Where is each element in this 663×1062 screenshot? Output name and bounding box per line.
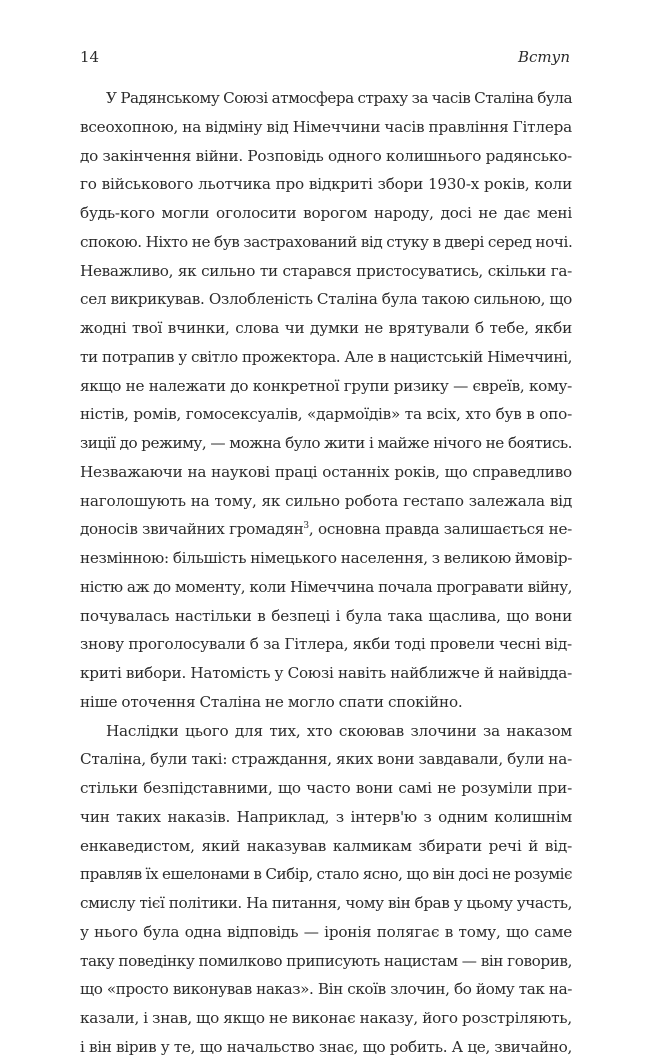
text-line: Сталіна, були такі: страждання, яких вони завдавали, були на-	[80, 750, 572, 769]
text-line: і він вірив у те, що начальство знає, що робить. А це, звичайно,	[80, 1037, 572, 1056]
text-line: Наслідки цього для тих, хто скоював злочини за наказом	[106, 721, 572, 740]
text-line: зиції до режиму, — можна було жити і майже нічого не боятись.	[80, 434, 572, 452]
text-line: У Радянському Союзі атмосфера страху за часів Сталіна була	[106, 89, 572, 107]
section-title: Вступ	[517, 48, 570, 66]
line-text: доносів звичайних громадян	[80, 520, 304, 539]
text-line: наголошують на тому, як сильно робота гестапо залежала від	[80, 491, 572, 510]
text-line-with-footnote	[80, 515, 572, 544]
text-line: у нього була одна відповідь — іронія полягає в тому, що саме	[80, 922, 572, 941]
text-line: стільки безпідставними, що часто вони самі не розуміли при-	[80, 779, 572, 797]
text-line: ніше оточення Сталіна не могло спати спокійно.	[80, 692, 463, 711]
line-text: , основна правда залишається не-	[308, 520, 572, 539]
body-text	[80, 84, 572, 1062]
text-line: Неважливо, як сильно ти старався пристосуватись, скільки га-	[80, 261, 572, 280]
text-line: до закінчення війни. Розповідь одного колишнього радянсько-	[80, 146, 572, 165]
text-line: правляв їх ешелонами в Сибір, стало ясно, що він досі не розуміє	[80, 865, 572, 884]
text-line: якщо не належати до конкретної групи ризику — євреїв, кому-	[80, 376, 572, 395]
text-line: всеохопною, на відміну від Німеччини часів правління Гітлера	[80, 117, 572, 136]
page-number: 14	[80, 48, 100, 66]
text-line: почувалась настільки в безпеці і була така щаслива, що вони	[80, 606, 572, 625]
text-line: чин таких наказів. Наприклад, з інтерв'ю з одним колишнім	[80, 807, 572, 826]
running-head	[80, 48, 570, 70]
text-line: Незважаючи на наукові праці останніх років, що справедливо	[80, 462, 572, 481]
text-line: ти потрапив у світло прожектора. Але в нацистській Німеччині,	[80, 347, 572, 366]
text-line: таку поведінку помилково приписують нацистам — він говорив,	[80, 951, 572, 970]
text-line: ністів, ромів, гомосексуалів, «дармоїдів» та всіх, хто був в опо-	[80, 405, 572, 424]
text-line: ністю аж до моменту, коли Німеччина почала програвати війну,	[80, 577, 572, 596]
text-line: що «просто виконував наказ». Він скоїв злочин, бо йому так на-	[80, 980, 572, 999]
text-line: сел викрикував. Озлобленість Сталіна була такою сильною, що	[80, 290, 572, 309]
text-line: го військового льотчика про відкриті збори 1930-х років, коли	[80, 175, 572, 194]
footnote-marker[interactable]: 3	[303, 521, 309, 532]
text-line: будь-кого могли оголосити ворогом народу, досі не дає мені	[80, 204, 572, 222]
text-line: криті вибори. Натомість у Союзі навіть найближче й найвідда-	[80, 664, 572, 682]
text-line: казали, і знав, що якщо не виконає наказу, його розстріляють,	[80, 1009, 572, 1027]
text-line: спокою. Ніхто не був застрахований від стуку в двері серед ночі.	[80, 232, 573, 251]
text-line: незмінною: більшість німецького населення, з великою ймовір-	[80, 549, 573, 567]
text-line: жодні твої вчинки, слова чи думки не врятували б тебе, якби	[80, 319, 572, 337]
paragraph-2	[80, 717, 572, 1062]
paragraph-1	[80, 84, 572, 717]
text-line: смислу тієї політики. На питання, чому він брав у цьому участь,	[80, 894, 572, 912]
text-line: знову проголосували б за Гітлера, якби тоді провели чесні від-	[80, 635, 572, 654]
text-line: енкаведистом, який наказував калмикам збирати речі й від-	[80, 836, 572, 855]
